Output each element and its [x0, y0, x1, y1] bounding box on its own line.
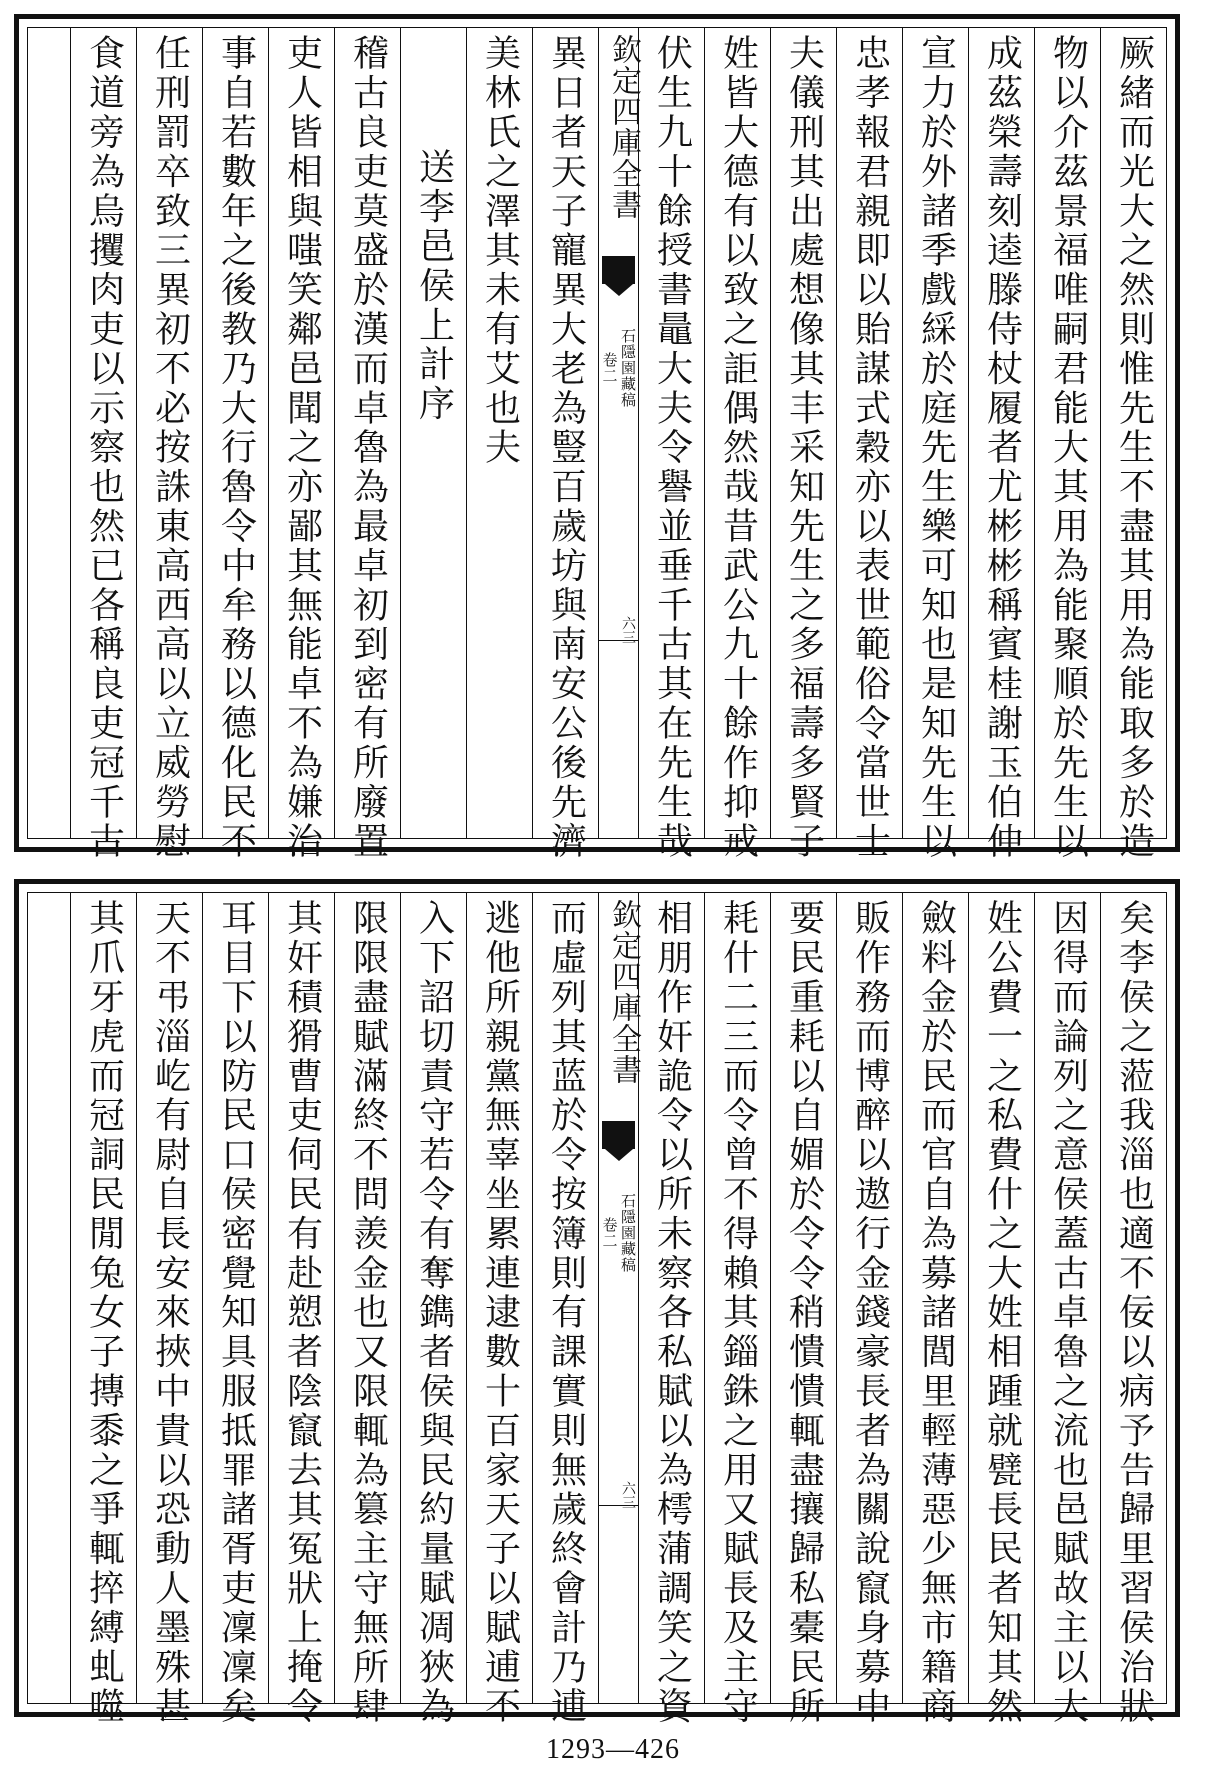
column-text: 成茲榮壽刻逵滕侍杖履者尤彬彬稱賓桂謝玉伯仲 [981, 34, 1023, 862]
text-column [400, 28, 466, 838]
column-text: 其奸積猾曹吏伺民有赴愬者陰竄去其冤狀上掩令 [281, 899, 323, 1727]
text-column [268, 28, 334, 862]
text-column [70, 893, 136, 1727]
text-column [202, 893, 268, 1727]
center-gutter [598, 28, 641, 838]
column-text: 販作務而博醉以遨行金錢豪長者為關說竄身募中 [849, 899, 891, 1727]
text-column [400, 893, 466, 1727]
column-text: 耳目下以防民口侯密覺知具服抵罪諸胥吏凜凜矣 [215, 899, 257, 1727]
column-text: 相朋作奸詭令以所未察各私賦以為樗蒲調笑之資 [651, 899, 693, 1727]
text-column [770, 28, 836, 862]
center-gutter [598, 893, 641, 1703]
text-column [638, 28, 704, 862]
text-column [532, 28, 598, 862]
text-column [902, 893, 968, 1727]
column-text: 送李邑侯上計序 [413, 148, 455, 424]
text-column [70, 28, 136, 862]
gutter-title: 欽定四庫全書 [606, 899, 641, 1085]
column-text: 異日者天子寵異大老為豎百歲坊與南安公後先濟 [545, 34, 587, 862]
column-text: 厥緒而光大之然則惟先生不盡其用為能取多於造 [1113, 34, 1155, 862]
text-column [1034, 893, 1100, 1727]
fishtail-mark-icon [602, 256, 635, 284]
column-text: 限限盡賦滿終不問羨金也又限輒為篡主守無所肆 [347, 899, 389, 1727]
text-column [968, 893, 1034, 1727]
column-text: 天不弔淄屹有尉自長安來挾中貴以恐動人墨殊甚 [149, 899, 191, 1727]
lower-page [14, 879, 1180, 1727]
text-column [836, 893, 902, 1727]
column-text: 其爪牙虎而冠詷民閒兔女子摶黍之爭輒捽縛虬噬 [83, 899, 125, 1727]
text-column [136, 893, 202, 1727]
column-text: 姓公費一之私費什之大姓相踵就甓長民者知其然 [981, 899, 1023, 1727]
column-text: 入下詔切責守若令有奪鐫者侯與民約量賦凋狹為 [413, 899, 455, 1727]
column-text: 物以介茲景福唯嗣君能大其用為能聚順於先生以 [1047, 34, 1089, 862]
column-text: 因得而論列之意侯蓋古卓魯之流也邑賦故主以大 [1047, 899, 1089, 1727]
text-column [334, 893, 400, 1727]
text-column [532, 893, 598, 1727]
text-column [136, 28, 202, 862]
text-column [1100, 28, 1166, 862]
text-column [902, 28, 968, 862]
gutter-page-number: 六三 [620, 616, 636, 644]
column-text: 而虛列其蓝於令按簿則有課實則無歲終會計乃逋 [545, 899, 587, 1727]
column-text: 事自若數年之後教乃大行魯令中牟務以德化民不 [215, 34, 257, 862]
gutter-volume: 卷二 [600, 352, 619, 384]
upper-page [14, 14, 1180, 862]
gutter-source-title: 石隱園藏稿 [619, 1193, 637, 1273]
catalog-number: 1293—426 [546, 1734, 680, 1765]
text-column [334, 28, 400, 862]
text-column [704, 893, 770, 1727]
gutter-title: 欽定四庫全書 [606, 34, 641, 220]
gutter-rule [599, 1505, 638, 1506]
column-text: 斂料金於民而官自為募諸閭里輕薄惡少無市籍商 [915, 899, 957, 1727]
column-text: 伏生九十餘授書鼂大夫令譽並垂千古其在先生哉 [651, 34, 693, 862]
gutter-rule [599, 640, 638, 641]
column-text: 夫儀刑其出處想像其丰采知先生之多福壽多賢子 [783, 34, 825, 862]
text-column [770, 893, 836, 1727]
lower-page-frame [27, 892, 1167, 1727]
gutter-page-number: 六三 [620, 1481, 636, 1509]
column-text: 宣力於外諸季戲綵於庭先生樂可知也是知先生以 [915, 34, 957, 862]
gutter-source-title: 石隱園藏稿 [619, 328, 637, 408]
column-text: 耗什二三而令曾不得賴其錙銖之用又賦長及主守 [717, 899, 759, 1727]
column-text: 姓皆大德有以致之詎偶然哉昔武公九十餘作抑戒 [717, 34, 759, 862]
text-column [466, 893, 532, 1727]
text-column [202, 28, 268, 862]
text-column [268, 893, 334, 1727]
gutter-volume: 卷二 [600, 1217, 619, 1249]
text-column [704, 28, 770, 862]
text-column [968, 28, 1034, 862]
column-text: 美林氏之澤其未有艾也夫 [479, 34, 521, 468]
column-text: 逃他所親黨無辜坐累連逮數十百家天子以賦逋不 [479, 899, 521, 1727]
text-column [466, 28, 532, 838]
text-column [836, 28, 902, 862]
column-text: 吏人皆相與嗤笑鄰邑聞之亦鄙其無能卓不為嫌治 [281, 34, 323, 862]
text-column [1100, 893, 1166, 1727]
fishtail-mark-icon [602, 1121, 635, 1149]
column-text: 要民重耗以自媚於令令稍憒憒輒盡攘歸私橐民所 [783, 899, 825, 1727]
upper-page-frame [27, 27, 1167, 862]
column-text: 稽古良吏莫盛於漢而卓魯為最卓初到密有所廢置 [347, 34, 389, 862]
column-text: 忠孝報君親即以貽謀式穀亦以表世範俗令當世士 [849, 34, 891, 862]
column-text: 食道旁為烏攫肉吏以示察也然已各稱良吏冠千古 [83, 34, 125, 862]
column-text: 任刑罰卒致三異初不必按誅東高西高以立威勞慰 [149, 34, 191, 862]
column-text: 矣李侯之蒞我淄也適不佞以病予告歸里習侯治狀 [1113, 899, 1155, 1727]
text-column [638, 893, 704, 1727]
text-column [1034, 28, 1100, 862]
